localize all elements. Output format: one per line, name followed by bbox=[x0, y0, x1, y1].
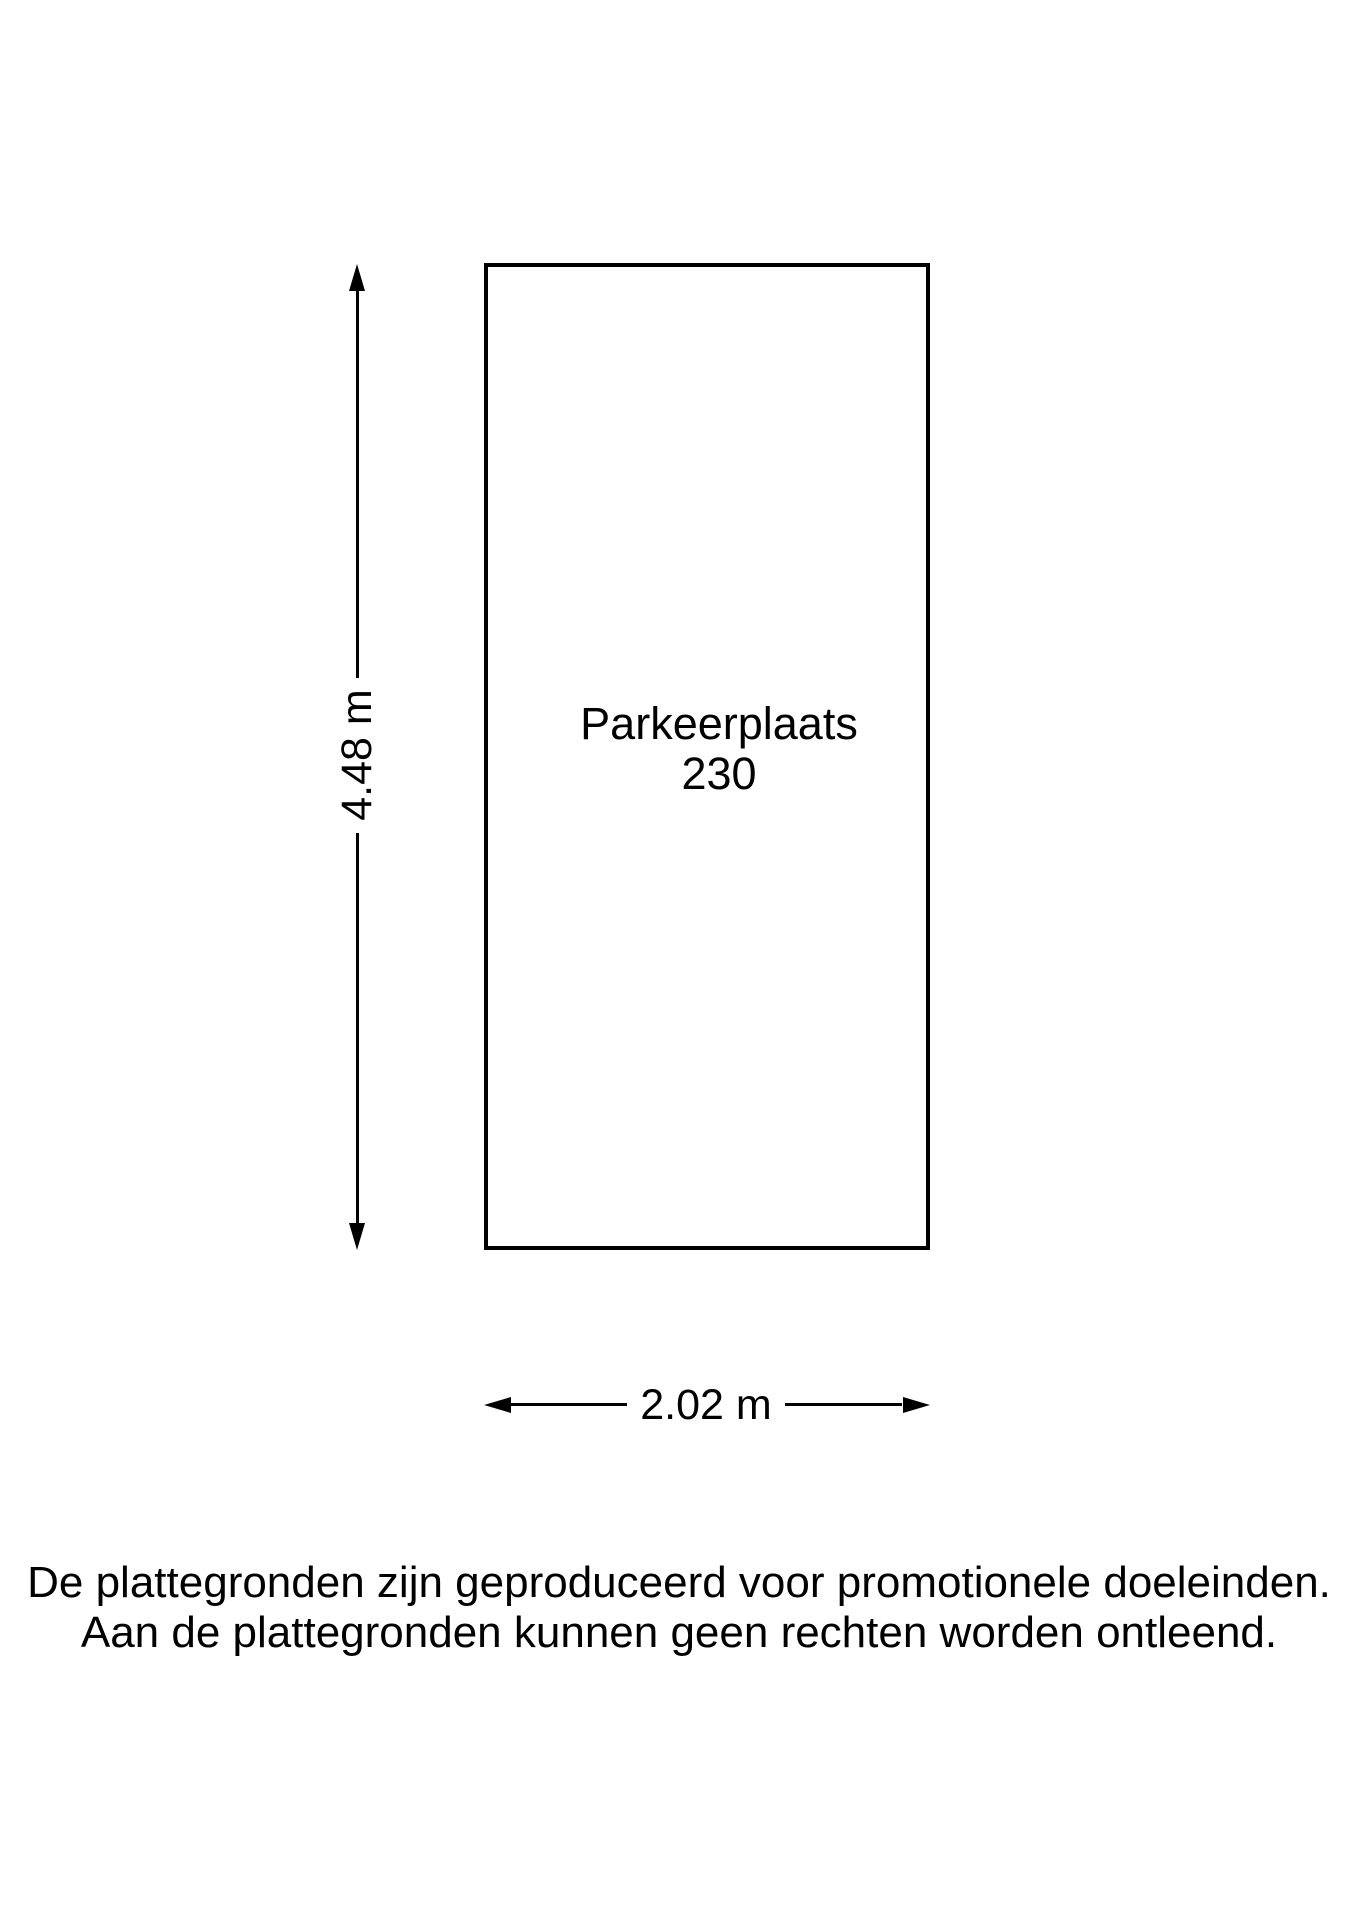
arrowhead-right-icon bbox=[903, 1397, 930, 1413]
arrowhead-up-icon bbox=[349, 264, 365, 291]
room-name: Parkeerplaats bbox=[580, 698, 858, 749]
room-label bbox=[569, 699, 869, 799]
width-dimension-label: 2.02 m bbox=[640, 1381, 772, 1429]
height-dimension-label: 4.48 m bbox=[333, 689, 381, 821]
dimension-line-segment bbox=[785, 1403, 902, 1406]
disclaimer-line-1: De plattegronden zijn geproduceerd voor promotionele doeleinden. bbox=[27, 1558, 1331, 1607]
dimension-line-segment bbox=[356, 833, 359, 1223]
dimension-line-segment bbox=[356, 289, 359, 678]
disclaimer bbox=[0, 1558, 1358, 1658]
room-number: 230 bbox=[681, 748, 757, 799]
disclaimer-line-2: Aan de plattegronden kunnen geen rechten worden ontleend. bbox=[80, 1608, 1278, 1657]
arrowhead-left-icon bbox=[484, 1397, 511, 1413]
arrowhead-down-icon bbox=[349, 1223, 365, 1250]
